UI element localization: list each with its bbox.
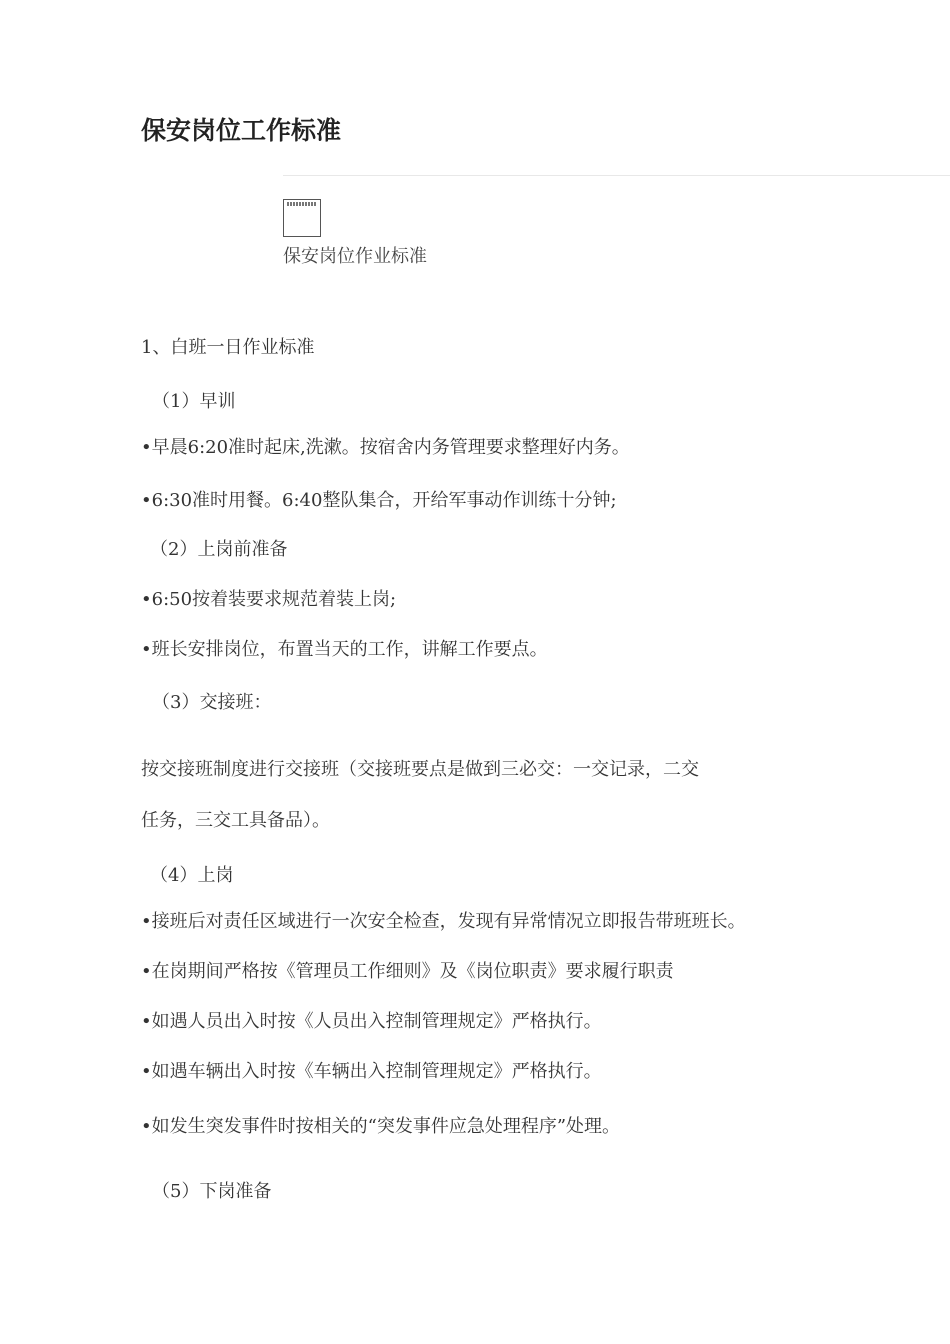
section-heading-day-shift: 1、白班一日作业标准 — [141, 337, 315, 358]
subheading-morning-training: （1）早训 — [152, 391, 236, 412]
document-thumbnail-image — [283, 199, 321, 237]
list-item: •如遇车辆出入时按《车辆出入控制管理规定》严格执行。 — [141, 1061, 602, 1082]
list-item: •接班后对责任区域进行一次安全检查，发现有异常情况立即报告带班班长。 — [141, 911, 746, 932]
list-item: •班长安排岗位，布置当天的工作，讲解工作要点。 — [141, 639, 548, 660]
list-item: •早晨6:20准时起床,洗漱。按宿舍内务管理要求整理好内务。 — [141, 437, 630, 458]
paragraph-line: 按交接班制度进行交接班（交接班要点是做到三必交：一交记录，二交 — [141, 759, 699, 780]
subheading-on-duty: （4）上岗 — [150, 865, 234, 886]
title-divider — [283, 175, 950, 176]
list-item: •在岗期间严格按《管理员工作细则》及《岗位职责》要求履行职责 — [141, 961, 674, 982]
subheading-off-duty-prep: （5）下岗准备 — [152, 1181, 272, 1202]
subheading-pre-duty: （2）上岗前准备 — [150, 539, 288, 560]
list-item: •6:30准时用餐。6:40整队集合，开给军事动作训练十分钟; — [141, 490, 617, 511]
image-caption: 保安岗位作业标准 — [283, 246, 427, 267]
list-item: •如遇人员出入时按《人员出入控制管理规定》严格执行。 — [141, 1011, 602, 1032]
list-item: •6:50按着装要求规范着装上岗; — [141, 589, 397, 610]
thumbnail-text-strip — [287, 202, 317, 206]
paragraph-line: 任务，三交工具备品）。 — [141, 810, 330, 831]
subheading-shift-handover: （3）交接班： — [152, 692, 272, 713]
page-title: 保安岗位工作标准 — [141, 116, 342, 145]
list-item: •如发生突发事件时按相关的“突发事件应急处理程序”处理。 — [141, 1116, 621, 1137]
